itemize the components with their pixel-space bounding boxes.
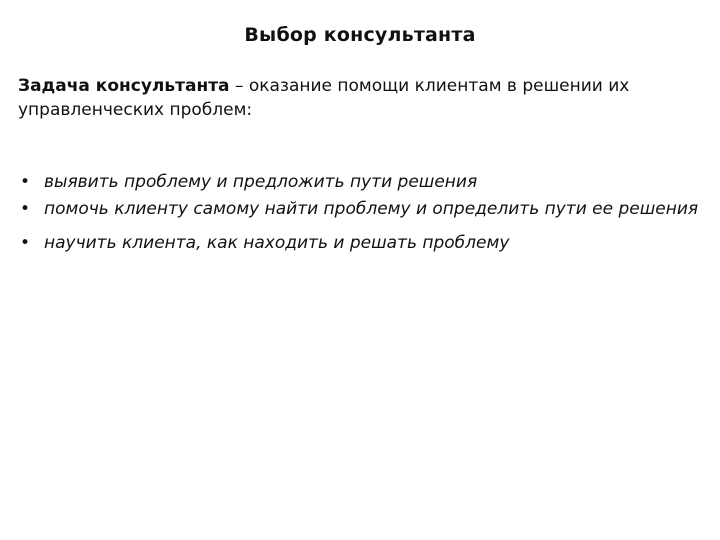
intro-text: – оказание помощи клиентам в решении их управленческих проблем: [18, 76, 630, 120]
bullet-list [18, 170, 708, 255]
bullet-icon: • [20, 199, 31, 219]
slide-title: Выбор консультанта [244, 24, 476, 46]
bullet-icon: • [20, 233, 31, 253]
list-item-text: научить клиента, как находить и решать проблему [44, 233, 510, 253]
list-item [18, 231, 708, 255]
list-item [18, 197, 708, 221]
list-item-text: помочь клиенту самому найти проблему и определить пути ее решения [44, 199, 699, 219]
list-item-text: выявить проблему и предложить пути решения [44, 172, 478, 192]
intro-lead: Задача консультанта [18, 76, 230, 96]
bullet-icon: • [20, 172, 31, 192]
list-item [18, 170, 708, 194]
intro-paragraph [18, 74, 708, 122]
